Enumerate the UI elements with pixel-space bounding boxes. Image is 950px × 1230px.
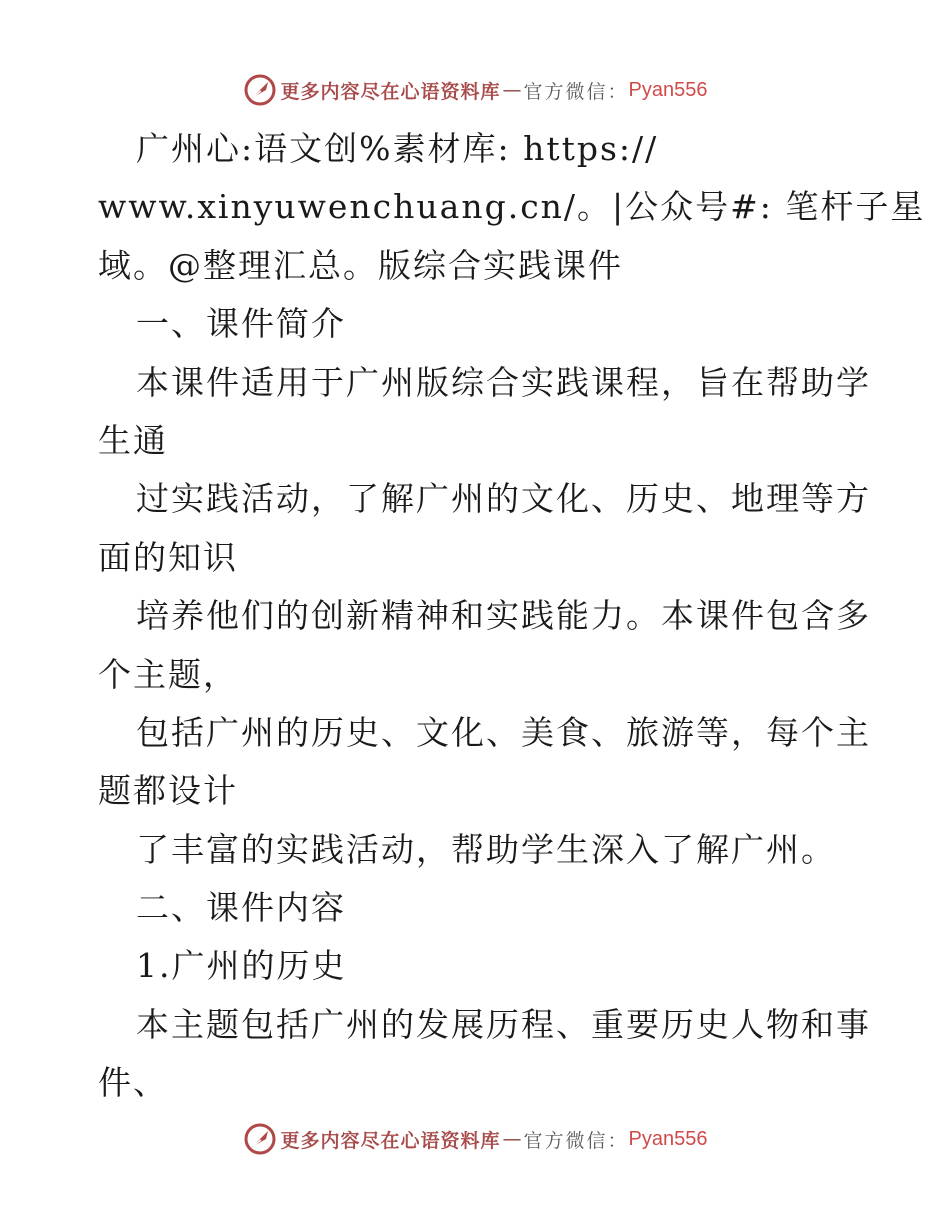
text-line: 了丰富的实践活动，帮助学生深入了解广州。 bbox=[136, 829, 836, 869]
watermark-wechat-label: 官方微信： bbox=[523, 1129, 629, 1152]
watermark-promo-text: 更多内容尽在心语资料库 bbox=[280, 80, 501, 103]
section-heading: 一、课件简介 bbox=[136, 304, 346, 344]
text-line: 个主题， bbox=[98, 654, 238, 694]
watermark-wechat-id: Pyan556 bbox=[628, 78, 708, 101]
text-line: 过实践活动，了解广州的文化、历史、地理等方 bbox=[136, 479, 871, 519]
text-line: 包括广州的历史、文化、美食、旅游等，每个主 bbox=[136, 712, 871, 752]
quill-logo-icon bbox=[243, 73, 277, 107]
text-line: www.xinyuwenchuang.cn/。|公众号#: 笔杆子星 bbox=[98, 187, 926, 227]
subsection-heading: 1.广州的历史 bbox=[136, 946, 347, 986]
watermark-banner-bottom bbox=[0, 1119, 950, 1159]
text-line: 广州心:语文创%素材库: https:// bbox=[136, 129, 659, 168]
text-line: 本课件适用于广州版综合实践课程，旨在帮助学 bbox=[136, 362, 871, 402]
quill-logo-icon bbox=[243, 1122, 277, 1156]
watermark-wechat-label: 官方微信： bbox=[523, 80, 629, 103]
text-line: 题都设计 bbox=[98, 771, 238, 811]
text-line: 本主题包括广州的发展历程、重要历史人物和事 bbox=[136, 1004, 871, 1044]
text-line: 面的知识 bbox=[98, 537, 238, 577]
section-heading: 二、课件内容 bbox=[136, 888, 346, 928]
watermark-banner-top bbox=[0, 70, 950, 110]
watermark-wechat-id: Pyan556 bbox=[628, 1127, 708, 1150]
text-line: 培养他们的创新精神和实践能力。本课件包含多 bbox=[136, 596, 871, 636]
watermark-dash: — bbox=[502, 1128, 522, 1150]
text-line: 件、 bbox=[98, 1063, 168, 1103]
text-line: 域。@整理汇总。版综合实践课件 bbox=[98, 245, 623, 285]
document-body bbox=[98, 120, 926, 1113]
watermark-promo-text: 更多内容尽在心语资料库 bbox=[280, 1129, 501, 1152]
watermark-dash: — bbox=[502, 79, 522, 101]
text-line: 生通 bbox=[98, 420, 168, 460]
